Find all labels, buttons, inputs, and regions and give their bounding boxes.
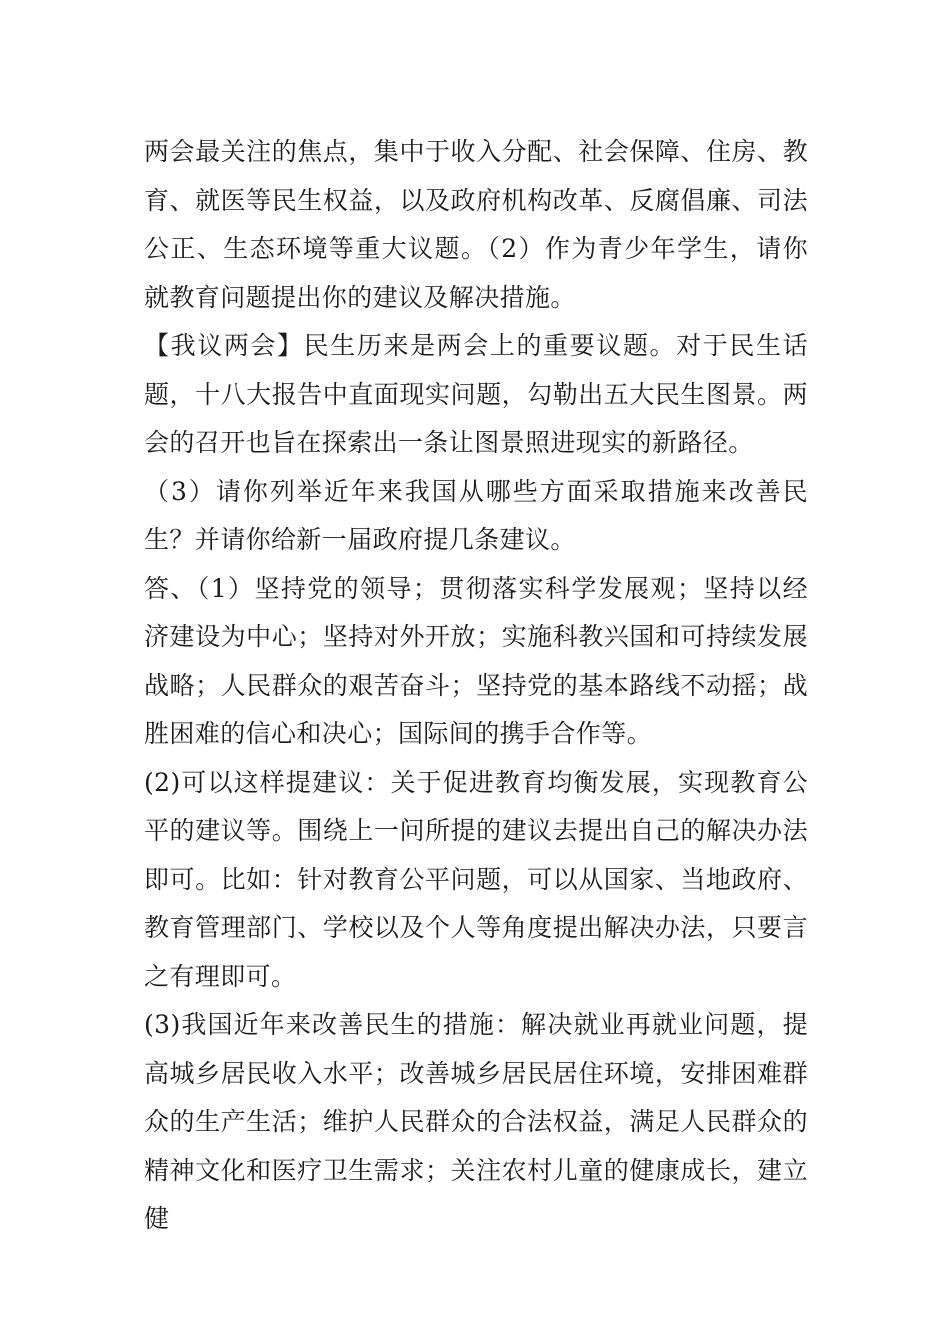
paragraph-answer-1: 答、（1）坚持党的领导；贯彻落实科学发展观；坚持以经济建设为中心；坚持对外开放；实施科教兴国和可持续发展战略；人民群众的艰苦奋斗；坚持党的基本路线不动摇；战胜困难的信心和决心；国际间的携手合作等。	[144, 573, 808, 748]
document-body	[144, 128, 808, 1244]
paragraph-answer-3: (3)我国近年来改善民生的措施：解决就业再就业问题，提高城乡居民收入水平；改善城乡居民居住环境，安排困难群众的生产生活；维护人民群众的合法权益，满足人民群众的精神文化和医疗卫生需求；关注农村儿童的健康成长，建立健	[144, 1010, 808, 1233]
paragraph-context: 两会最关注的焦点，集中于收入分配、社会保障、住房、教育、就医等民生权益，以及政府机构改革、反腐倡廉、司法公正、生态环境等重大议题。（2）作为青少年学生，请你就教育问题提出你的建议及解决措施。	[144, 137, 808, 312]
paragraph-answer-2: (2)可以这样提建议：关于促进教育均衡发展，实现教育公平的建议等。围绕上一问所提的建议去提出自己的解决办法即可。比如：针对教育公平问题，可以从国家、当地政府、教育管理部门、学校以及个人等角度提出解决办法，只要言之有理即可。	[144, 767, 808, 991]
paragraph-topic-intro: 【我议两会】民生历来是两会上的重要议题。对于民生话题，十八大报告中直面现实问题，勾勒出五大民生图景。两会的召开也旨在探索出一条让图景照进现实的新路径。	[144, 331, 808, 457]
paragraph-question-3: （3）请你列举近年来我国从哪些方面采取措施来改善民生？并请你给新一届政府提几条建议。	[144, 476, 808, 554]
